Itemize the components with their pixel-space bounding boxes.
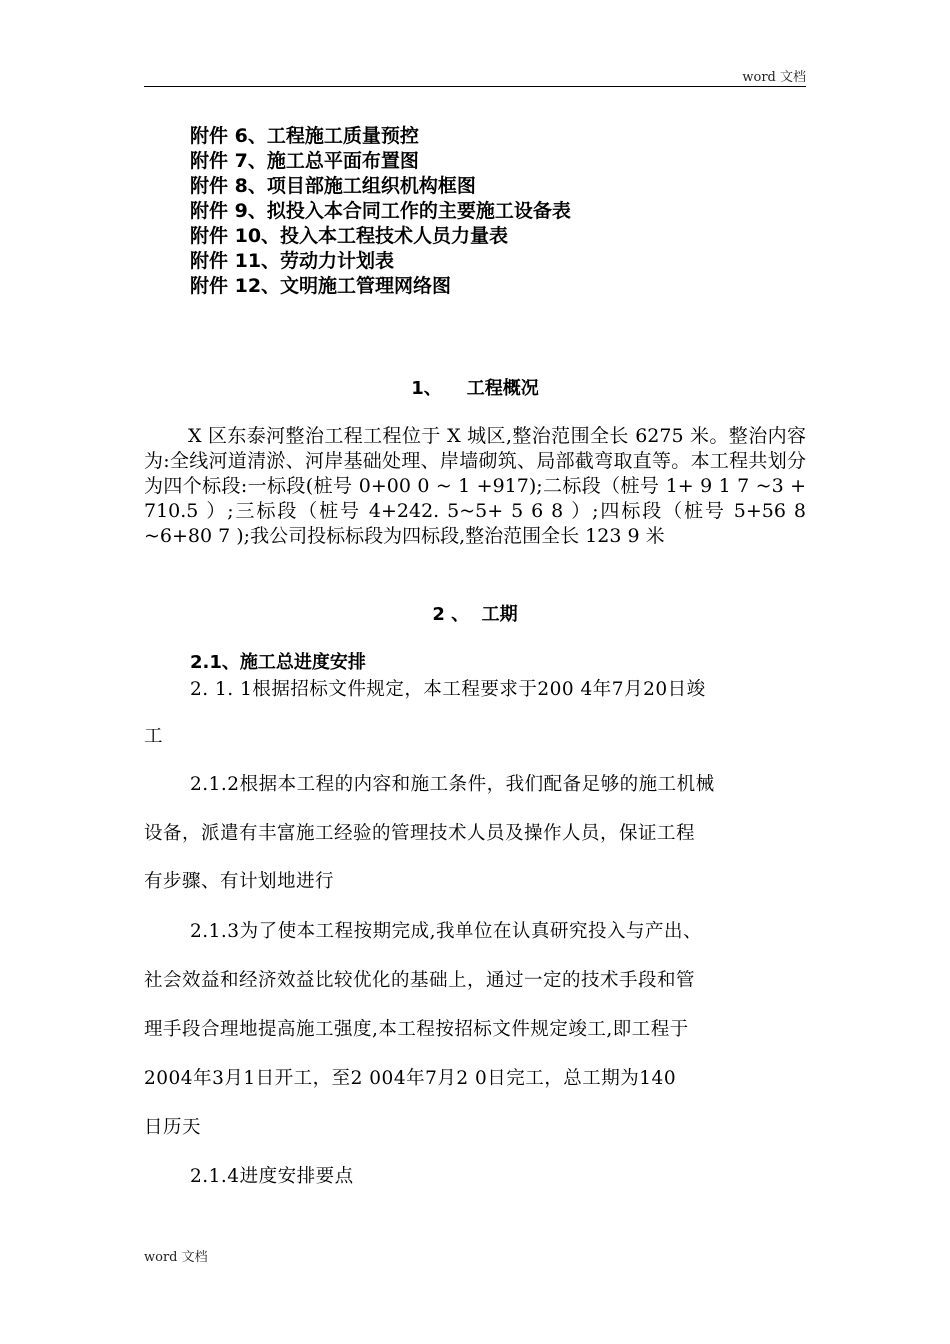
schedule-line: 2.1.2根据本工程的内容和施工条件，我们配备足够的施工机械: [190, 774, 715, 795]
project-overview-text: X 区东泰河整治工程工程位于 X 城区,整治范围全长 6275 米。整治内容为:全线河道清淤、河岸基础处理、岸墙砌筑、局部截弯取直等。本工程共划分为四个标段:一标段(桩号 0+00 0 ~ 1 +917);二标段（桩号 1+ 9 1 7 ~3 + 710.5 ）;三标段（桩号 4+242. 5~5+ 5 6 8 ）;四标段（桩号 5+56 8 ~6+80 7 );我公司投标标段为四标段,整治范围全长 123 9 米: [144, 425, 806, 547]
annex-item: 附件 6、工程施工质量预控: [190, 125, 419, 147]
section-1-heading: 1、 工程概况: [411, 378, 539, 399]
schedule-line: 设备，派遣有丰富施工经验的管理技术人员及操作人员，保证工程: [144, 823, 696, 844]
annex-item: 附件 11、劳动力计划表: [190, 250, 395, 272]
schedule-line: 日历天: [144, 1117, 202, 1138]
annex-list: [190, 124, 571, 299]
annex-item: 附件 8、项目部施工组织机构框图: [190, 175, 476, 197]
annex-item: 附件 7、施工总平面布置图: [190, 150, 419, 172]
project-overview-paragraph: [144, 424, 806, 549]
annex-item: 附件 10、投入本工程技术人员力量表: [190, 225, 509, 247]
page-header-label: word 文档: [742, 70, 806, 85]
schedule-line: 2.1.3为了使本工程按期完成,我单位在认真研究投入与产出、: [190, 921, 702, 942]
page-footer-label: word 文档: [144, 1250, 208, 1265]
section-2-heading: 2 、 工期: [432, 604, 518, 625]
schedule-line: 2004年3月1日开工，至2 004年7月2 0日完工，总工期为140: [144, 1068, 677, 1089]
schedule-line: 理手段合理地提高施工强度,本工程按招标文件规定竣工,即工程于: [144, 1019, 689, 1040]
subsection-heading: 2.1、施工总进度安排: [190, 652, 366, 673]
annex-item: 附件 12、文明施工管理网络图: [190, 275, 452, 297]
schedule-line: 有步骤、有计划地进行: [144, 871, 335, 892]
schedule-line: 2.1.4进度安排要点: [190, 1166, 354, 1187]
schedule-line: 2. 1. 1根据招标文件规定，本工程要求于200 4年7月20日竣: [190, 679, 706, 700]
schedule-line: 工: [144, 726, 164, 747]
schedule-line: 社会效益和经济效益比较优化的基础上，通过一定的技术手段和管: [144, 970, 696, 991]
annex-item: 附件 9、拟投入本合同工作的主要施工设备表: [190, 200, 571, 222]
header-divider: [144, 86, 806, 87]
